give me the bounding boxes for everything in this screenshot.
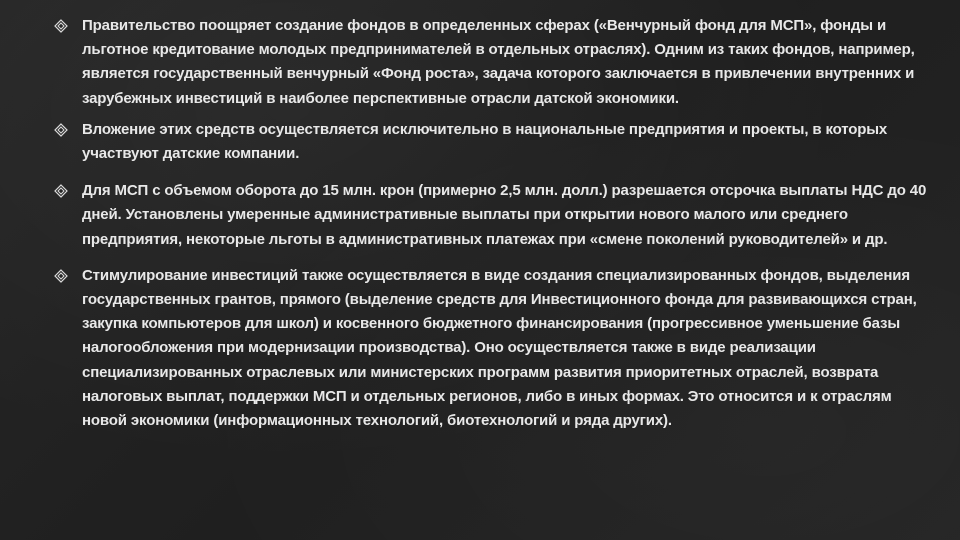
bullet-list — [54, 14, 934, 443]
bullet-item-4 — [54, 264, 934, 433]
diamond-bullet-icon — [54, 123, 68, 137]
diamond-bullet-icon — [54, 269, 68, 283]
diamond-bullet-icon — [54, 19, 68, 33]
bullet-text-1: Правительство поощряет создание фондов в определенных сферах («Венчурный фонд для МСП», фонды и льготное кредитование молодых предпринимателей в отдельных отраслях). Одним из таких фондов, например, является государственный венчурный «Фонд роста», задача которого заключается в привлечении внутренних и зарубежных инвестиций в наиболее перспективные отрасли датской экономики. — [82, 17, 915, 107]
bullet-item-2 — [54, 118, 934, 166]
bullet-item-3 — [54, 179, 934, 252]
bullet-item-1 — [54, 14, 934, 111]
diamond-bullet-icon — [54, 184, 68, 198]
bullet-text-3: Для МСП с объемом оборота до 15 млн. крон (примерно 2,5 млн. долл.) разрешается отсрочка выплаты НДС до 40 дней. Установлены умеренные административные выплаты при открытии нового малого или среднего предприятия, некоторые льготы в административных платежах при «смене поколений руководителей» и др. — [82, 182, 927, 248]
bullet-text-2: Вложение этих средств осуществляется исключительно в национальные предприятия и проекты, в которых участвуют датские компании. — [82, 120, 888, 163]
bullet-text-4: Стимулирование инвестиций также осуществляется в виде создания специализированных фондов, выделения государственных грантов, прямого (выделение средств для Инвестиционного фонда для развивающихся стран, закупка компьютеров для школ) и косвенного бюджетного финансирования (прогрессивное уменьшение базы налогообложения при модернизации производства). Оно осуществляется также в виде реализации специализированных отраслевых или министерских программ развития приоритетных отраслей, возврата налоговых выплат, поддержки МСП и отдельных регионов, либо в иных формах. Это относится и к отраслям новой экономики (информационных технологий, биотехнологий и ряда других). — [82, 266, 917, 430]
